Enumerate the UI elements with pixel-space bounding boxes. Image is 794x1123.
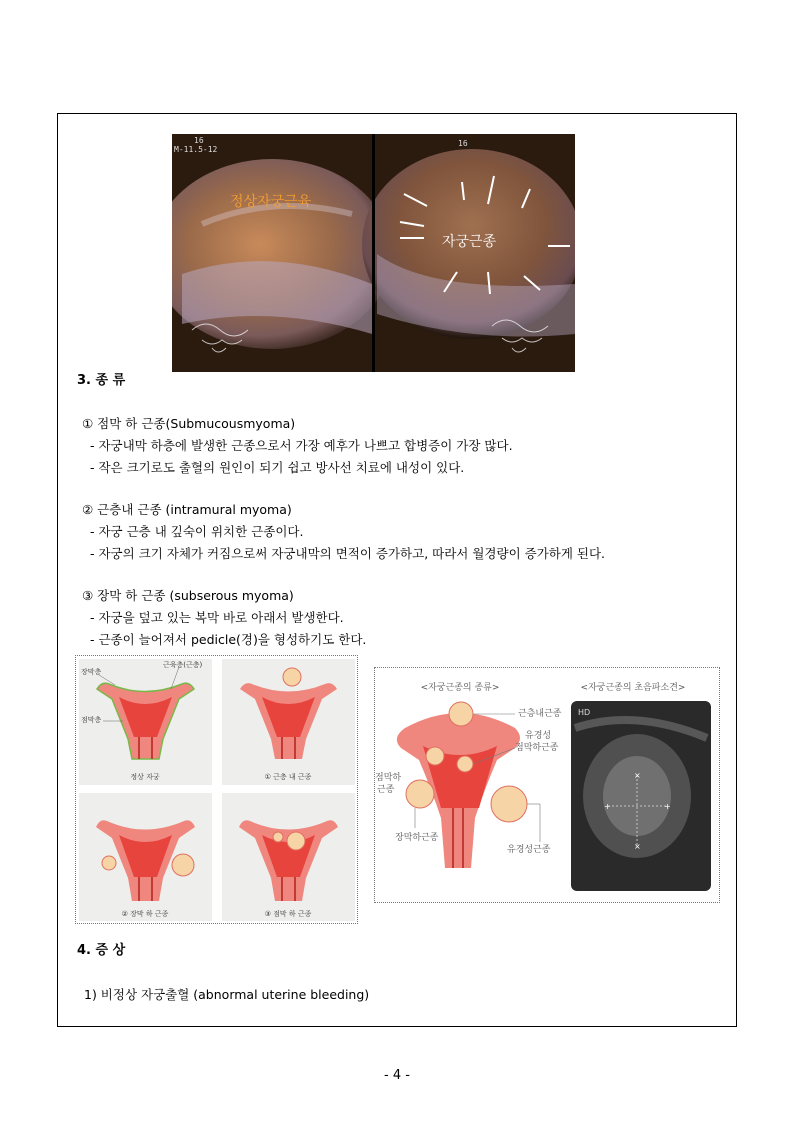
serosa-label: 장막층	[81, 668, 102, 676]
item3-title: ③ 장막 하 근종 (subserous myoma)	[82, 588, 294, 603]
page-number: - 4 -	[384, 1068, 410, 1083]
pedunculated-subserous-label: 유경성근종	[507, 845, 551, 855]
item1-line1: - 자궁내막 하층에 발생한 근종으로서 가장 예후가 나쁘고 합병증이 가장 많다.	[90, 438, 513, 453]
submucous-label-1: 점막하	[375, 773, 402, 783]
subserous-cell	[79, 793, 212, 921]
submucous-label-2: 근종	[377, 785, 395, 795]
svg-text:+: +	[664, 802, 671, 811]
item3-line2: - 근종이 늘어져서 pedicle(경)을 형성하기도 한다.	[90, 632, 367, 647]
left-ticker: 16	[194, 136, 204, 145]
item2-title: ② 근층내 근종 (intramural myoma)	[82, 502, 292, 517]
item1-title: ① 점막 하 근종(Submucousmyoma)	[82, 416, 296, 431]
svg-text:×: ×	[634, 771, 641, 780]
ultrasound-comparison-image	[172, 134, 575, 372]
myoma-diagram-grid	[75, 655, 358, 924]
ultrasound-mark: HD	[578, 708, 591, 717]
intramural-caption: ① 근층 내 근종	[264, 773, 312, 781]
pedunculated-submucous-label-2: 점막하근종	[515, 743, 559, 753]
subserous-caption: ② 장막 하 근종	[121, 910, 169, 918]
intramural-cell	[222, 659, 355, 785]
item2-line1: - 자궁 근층 내 깊숙이 위치한 근종이다.	[90, 524, 304, 539]
svg-text:+: +	[604, 802, 611, 811]
normal-muscle-label: 정상자궁근육	[230, 194, 312, 210]
right-ticker: 16	[458, 139, 468, 148]
item1-line2: - 작은 크기로도 출혈의 원인이 되기 쉽고 방사선 치료에 내성이 있다.	[90, 460, 465, 475]
section4-item1: 1) 비정상 자궁출혈 (abnormal uterine bleeding)	[84, 987, 370, 1002]
types-title: <자궁근종의 종류>	[420, 683, 500, 693]
submucous-caption: ③ 점막 하 근종	[264, 910, 312, 918]
item3-line1: - 자궁을 덮고 있는 복막 바로 아래서 발생한다.	[90, 610, 344, 625]
ultrasound-title: <자궁근종의 초음파소견>	[580, 683, 686, 693]
section3-heading: 3. 종 류	[77, 373, 126, 388]
section4-heading: 4. 증 상	[77, 943, 126, 958]
normal-uterus-cell	[79, 659, 212, 785]
pedunculated-submucous-label-1: 유경성	[525, 731, 552, 741]
subserous-label: 장막하근종	[395, 833, 439, 843]
myometrium-label: 근육층(근층)	[163, 661, 203, 669]
intramural-label: 근층내근종	[518, 709, 562, 719]
submucous-cell	[222, 793, 355, 921]
mucosa-label: 점막층	[81, 716, 102, 724]
myoma-types-diagram	[374, 667, 720, 903]
item2-line2: - 자궁의 크기 자체가 커짐으로써 자궁내막의 면적이 증가하고, 따라서 월경량이 증가하게 된다.	[90, 546, 606, 561]
svg-text:×: ×	[634, 842, 641, 851]
myoma-label: 자궁근종	[442, 234, 497, 250]
left-code: M-11.5-12	[174, 145, 218, 154]
normal-caption: 정상 자궁	[130, 773, 160, 781]
